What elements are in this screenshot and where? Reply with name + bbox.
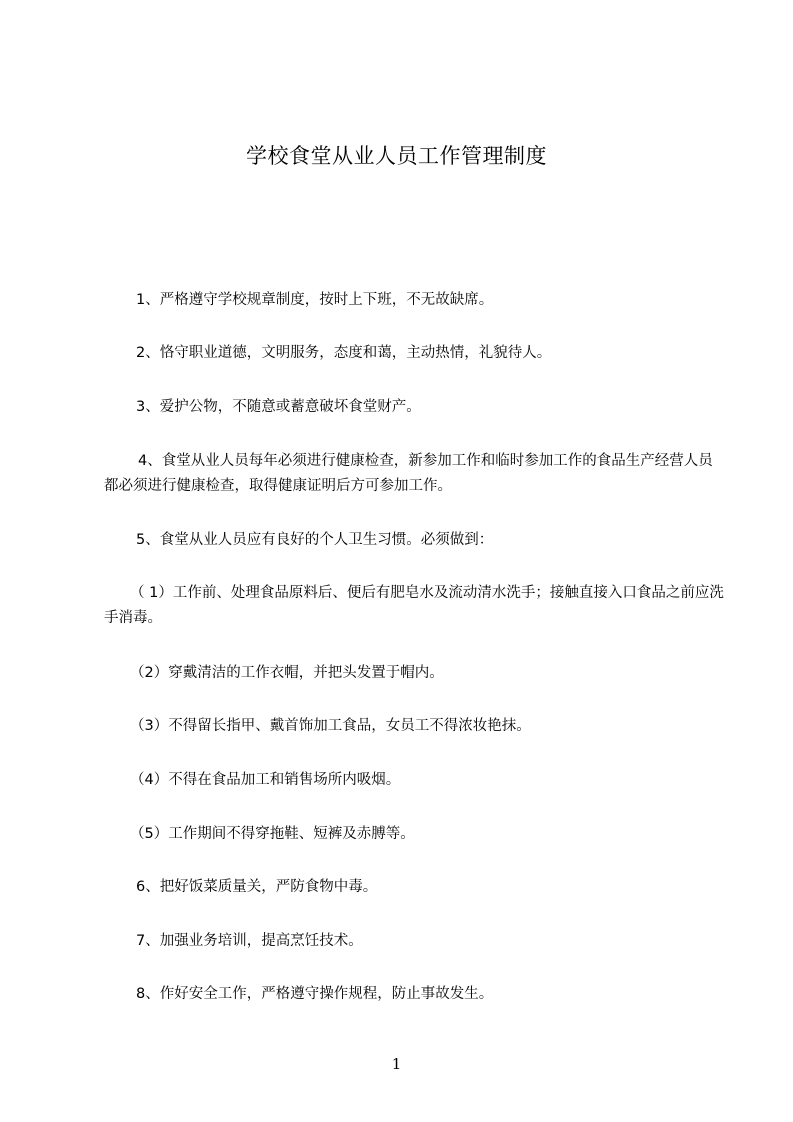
rule-3: 3、爱护公物，不随意或蓄意破坏食堂财产。 [136,399,421,415]
rule-6: 6、把好饭菜质量关，严防食物中毒。 [136,879,378,895]
rule-7: 7、加强业务培训，提高烹饪技术。 [136,933,363,949]
rule-5-item-3: （3）不得留长指甲、戴首饰加工食品，女员工不得浓妆艳抹。 [130,718,531,734]
rule-5-item-1: （ 1）工作前、处理食品原料后、便后有肥皂水及流动清水洗手；接触直接入口食品之前应洗手消毒。 [104,585,724,626]
rule-1: 1、严格遵守学校规章制度，按时上下班，不无故缺席。 [136,292,494,308]
rule-5-item-2: （2）穿戴清洁的工作衣帽，并把头发置于帽内。 [130,665,444,681]
rule-8: 8、作好安全工作，严格遵守操作规程，防止事故发生。 [136,986,494,1002]
rule-5-item-5: （5）工作期间不得穿拖鞋、短裤及赤膊等。 [130,826,415,842]
rule-4: 4、食堂从业人员每年必须进行健康检查，新参加工作和临时参加工作的食品生产经营人员都必须进行健康检查，取得健康证明后方可参加工作。 [104,453,713,494]
rule-2: 2、恪守职业道德，文明服务，态度和蔼，主动热情，礼貌待人。 [136,345,552,361]
rule-5: 5、食堂从业人员应有良好的个人卫生习惯。必须做到： [136,532,494,548]
page-number: 1 [391,1055,402,1073]
document-title: 学校食堂从业人员工作管理制度 [246,144,547,168]
rule-5-item-4: （4）不得在食品加工和销售场所内吸烟。 [130,772,401,788]
